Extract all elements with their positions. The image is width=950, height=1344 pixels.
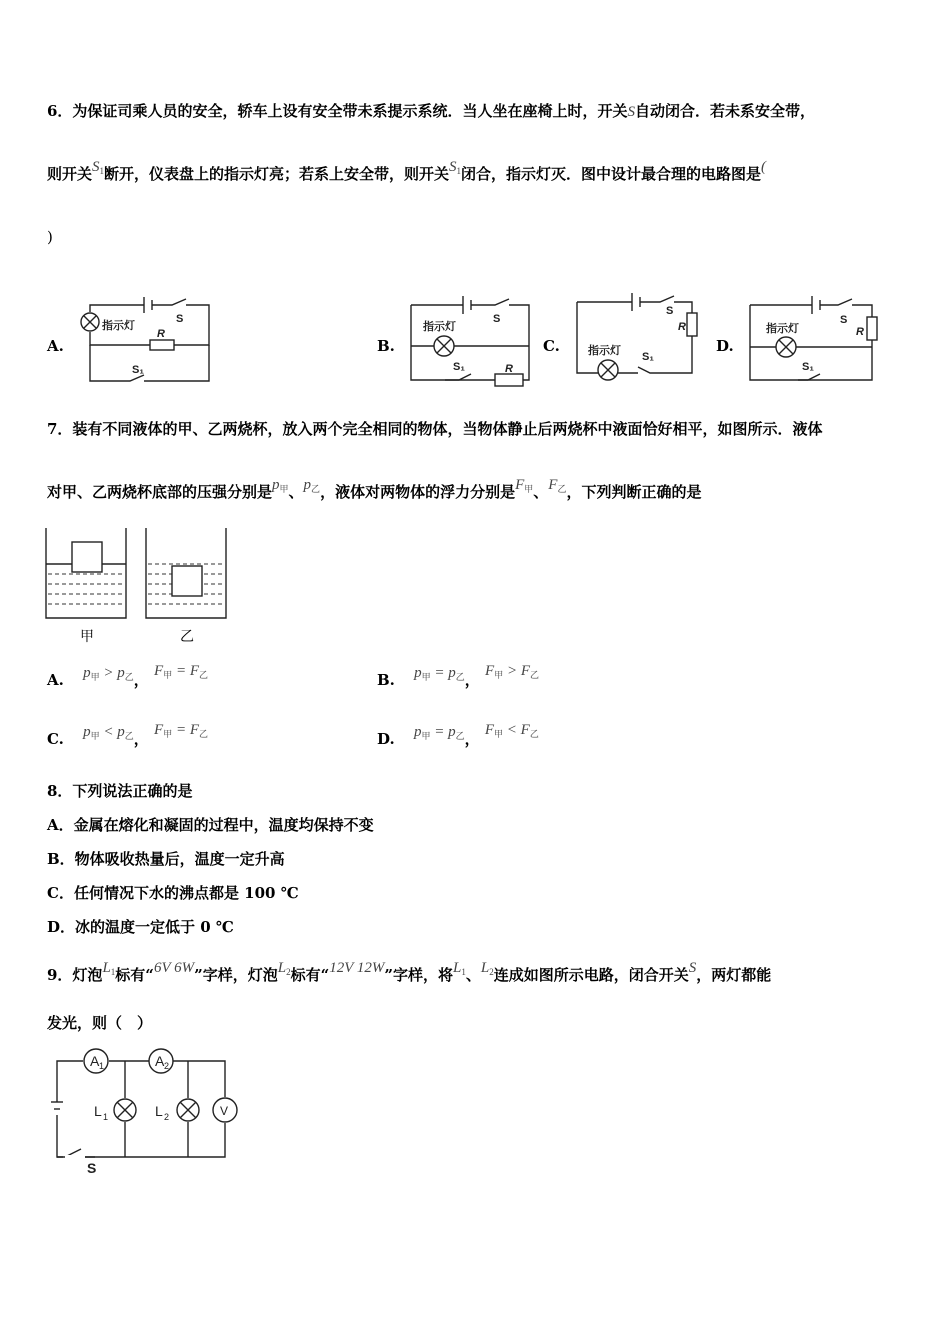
svg-text:R: R bbox=[678, 321, 686, 333]
svg-text:S: S bbox=[840, 314, 848, 326]
q7-line2: 对甲、乙两烧杯底部的压强分别是$p_甲$、$p_乙$，液体对两物体的浮力分别是$F_甲$、$F_乙$，下列判断正确的是 bbox=[47, 477, 702, 501]
q8-option-b[interactable]: B．物体吸收热量后，温度一定升高 bbox=[47, 850, 285, 868]
svg-text:S₁: S₁ bbox=[642, 351, 654, 363]
svg-text:A: A bbox=[155, 1053, 165, 1069]
q6-circuit-a bbox=[74, 295, 214, 385]
svg-text:S: S bbox=[87, 1160, 97, 1176]
svg-text:S: S bbox=[666, 305, 674, 317]
q6-option-d-label[interactable]: D. bbox=[716, 337, 734, 355]
q6-option-b-label[interactable]: B. bbox=[377, 337, 395, 355]
svg-text:指示灯: 指示灯 bbox=[588, 345, 621, 357]
beaker-label-yi: 乙 bbox=[180, 629, 194, 645]
q6-paren-close: ) bbox=[47, 228, 53, 246]
svg-text:R: R bbox=[856, 326, 864, 338]
q7-option-c[interactable]: C. $p_甲 < p_乙$， $F_甲 = F_乙$ bbox=[47, 722, 209, 748]
svg-text:V: V bbox=[220, 1104, 229, 1118]
svg-text:2: 2 bbox=[164, 1061, 170, 1071]
svg-text:S₁: S₁ bbox=[132, 364, 144, 376]
svg-text:S₁: S₁ bbox=[453, 361, 465, 373]
s1-symbol: $S_1$ bbox=[92, 159, 105, 176]
q7-beakers bbox=[44, 528, 234, 623]
q6-circuit-b bbox=[409, 290, 534, 385]
beaker-label-jia: 甲 bbox=[80, 629, 94, 645]
svg-text:2: 2 bbox=[164, 1112, 170, 1122]
q6-line2: 则开关$S_1$断开，仪表盘上的指示灯亮；若系上安全带，则开关$S_1$闭合，指示灯灭．图中设计最合理的电路图是( bbox=[47, 159, 767, 183]
svg-text:指示灯: 指示灯 bbox=[423, 321, 456, 333]
q9-line1: 9．灯泡$L_1$标有“6V 6W”字样，灯泡$L_2$标有“12V 12W”字样，将$L_1$、$L_2$连成如图所示电路，闭合开关S，两灯都能 bbox=[47, 960, 772, 984]
q7-option-d[interactable]: D. $p_甲 = p_乙$， $F_甲 < F_乙$ bbox=[377, 722, 539, 748]
q6-option-a-label[interactable]: A. bbox=[47, 337, 64, 355]
q9-circuit bbox=[45, 1045, 245, 1175]
svg-text:S: S bbox=[176, 313, 184, 325]
q7-line1: 7．装有不同液体的甲、乙两烧杯，放入两个完全相同的物体，当物体静止后两烧杯中液面恰好相平，如图所示．液体 bbox=[47, 420, 823, 438]
svg-text:R: R bbox=[157, 328, 165, 340]
q6-option-c-label[interactable]: C. bbox=[543, 337, 560, 355]
q9-line2: 发光，则（ ） bbox=[47, 1014, 153, 1032]
lamp-label: 指示灯 bbox=[102, 320, 135, 332]
svg-text:S₁: S₁ bbox=[802, 361, 814, 373]
svg-text:L: L bbox=[155, 1103, 163, 1119]
svg-text:S: S bbox=[493, 313, 501, 325]
svg-text:A: A bbox=[90, 1053, 100, 1069]
svg-text:指示灯: 指示灯 bbox=[766, 323, 799, 335]
svg-text:R: R bbox=[505, 363, 513, 375]
svg-text:1: 1 bbox=[99, 1061, 105, 1071]
svg-text:1: 1 bbox=[103, 1112, 109, 1122]
q8-option-d[interactable]: D．冰的温度一定低于 0 ℃ bbox=[47, 918, 234, 936]
q8-option-a[interactable]: A．金属在熔化和凝固的过程中，温度均保持不变 bbox=[47, 816, 374, 834]
q6-circuit-d bbox=[748, 290, 878, 385]
q7-option-a[interactable]: A. $p_甲 > p_乙$， $F_甲 = F_乙$ bbox=[47, 663, 209, 689]
q7-option-b[interactable]: B. $p_甲 = p_乙$， $F_甲 > F_乙$ bbox=[377, 663, 540, 689]
q8-option-c[interactable]: C．任何情况下水的沸点都是 100 ℃ bbox=[47, 884, 299, 902]
q8-stem: 8．下列说法正确的是 bbox=[47, 782, 193, 800]
q6-line1: 6．为保证司乘人员的安全，轿车上设有安全带未系提示系统．当人坐在座椅上时，开关S自动闭合．若未系安全带， bbox=[47, 102, 815, 120]
svg-text:L: L bbox=[94, 1103, 102, 1119]
q6-circuit-c bbox=[574, 288, 699, 383]
